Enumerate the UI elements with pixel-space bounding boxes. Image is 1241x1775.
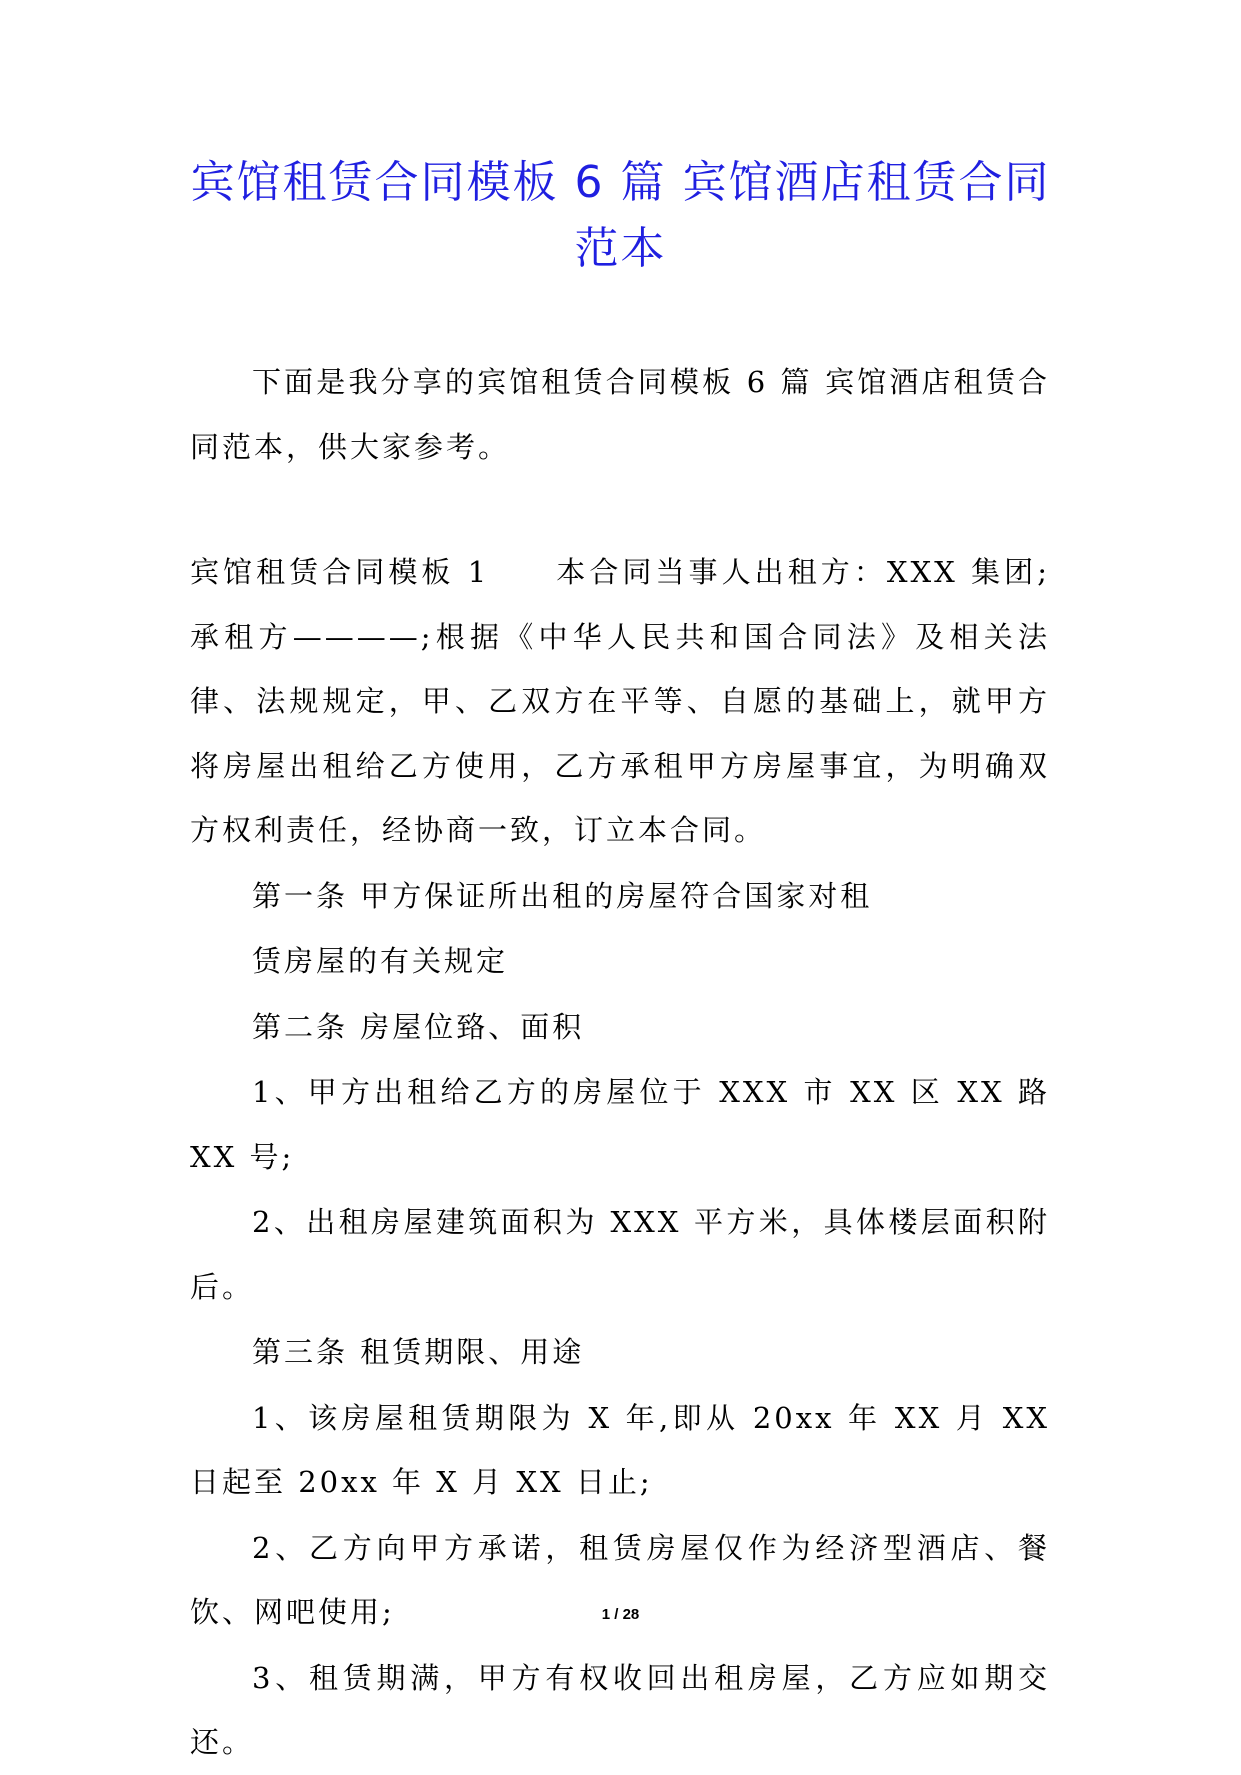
- clause-1-line-1: 第一条 甲方保证所出租的房屋符合国家对租: [252, 878, 873, 913]
- clause-2-item-2: 2、出租房屋建筑面积为 XXX 平方米，具体楼层面积附后。: [190, 1205, 1050, 1304]
- title-line-1: 宾馆租赁合同模板 6 篇 宾馆酒店租赁合同: [190, 157, 1051, 208]
- clause-1-line-2: 赁房屋的有关规定: [252, 944, 509, 978]
- document-body: [190, 350, 1050, 1775]
- clause-2-heading: 第二条 房屋位臵、面积: [252, 1009, 585, 1044]
- clause-3-item-1: 1、该房屋租赁期限为 X 年,即从 20xx 年 XX 月 XX 日起至 20xx 年 X 月 XX 日止;: [190, 1400, 1050, 1499]
- document-title: [150, 150, 1091, 282]
- section-heading: 宾馆租赁合同模板 1: [190, 555, 490, 589]
- section-intro: 本合同当事人出租方：XXX 集团;承租方————;根据《中华人民共和国合同法》及相关法律、法规规定，甲、乙双方在平等、自愿的基础上，就甲方将房屋出租给乙方使用，乙方承租甲方房屋事宜，为明确双方权利责任，经协商一致，订立本合同。: [190, 555, 1050, 847]
- intro-paragraph: 下面是我分享的宾馆租赁合同模板 6 篇 宾馆酒店租赁合同范本，供大家参考。: [190, 365, 1050, 464]
- section-paragraph: [190, 540, 1050, 863]
- clause-3-item-2: 2、乙方向甲方承诺，租赁房屋仅作为经济型酒店、餐饮、网吧使用;: [190, 1530, 1050, 1629]
- clause-3-item-3: 3、租赁期满，甲方有权收回出租房屋，乙方应如期交还。: [190, 1660, 1050, 1759]
- clause-2-item-1: 1、甲方出租给乙方的房屋位于 XXX 市 XX 区 XX 路 XX 号;: [190, 1075, 1050, 1174]
- clause-3-heading: 第三条 租赁期限、用途: [252, 1335, 585, 1369]
- page-number: 1 / 28: [601, 1606, 640, 1623]
- title-line-2: 范本: [574, 223, 667, 274]
